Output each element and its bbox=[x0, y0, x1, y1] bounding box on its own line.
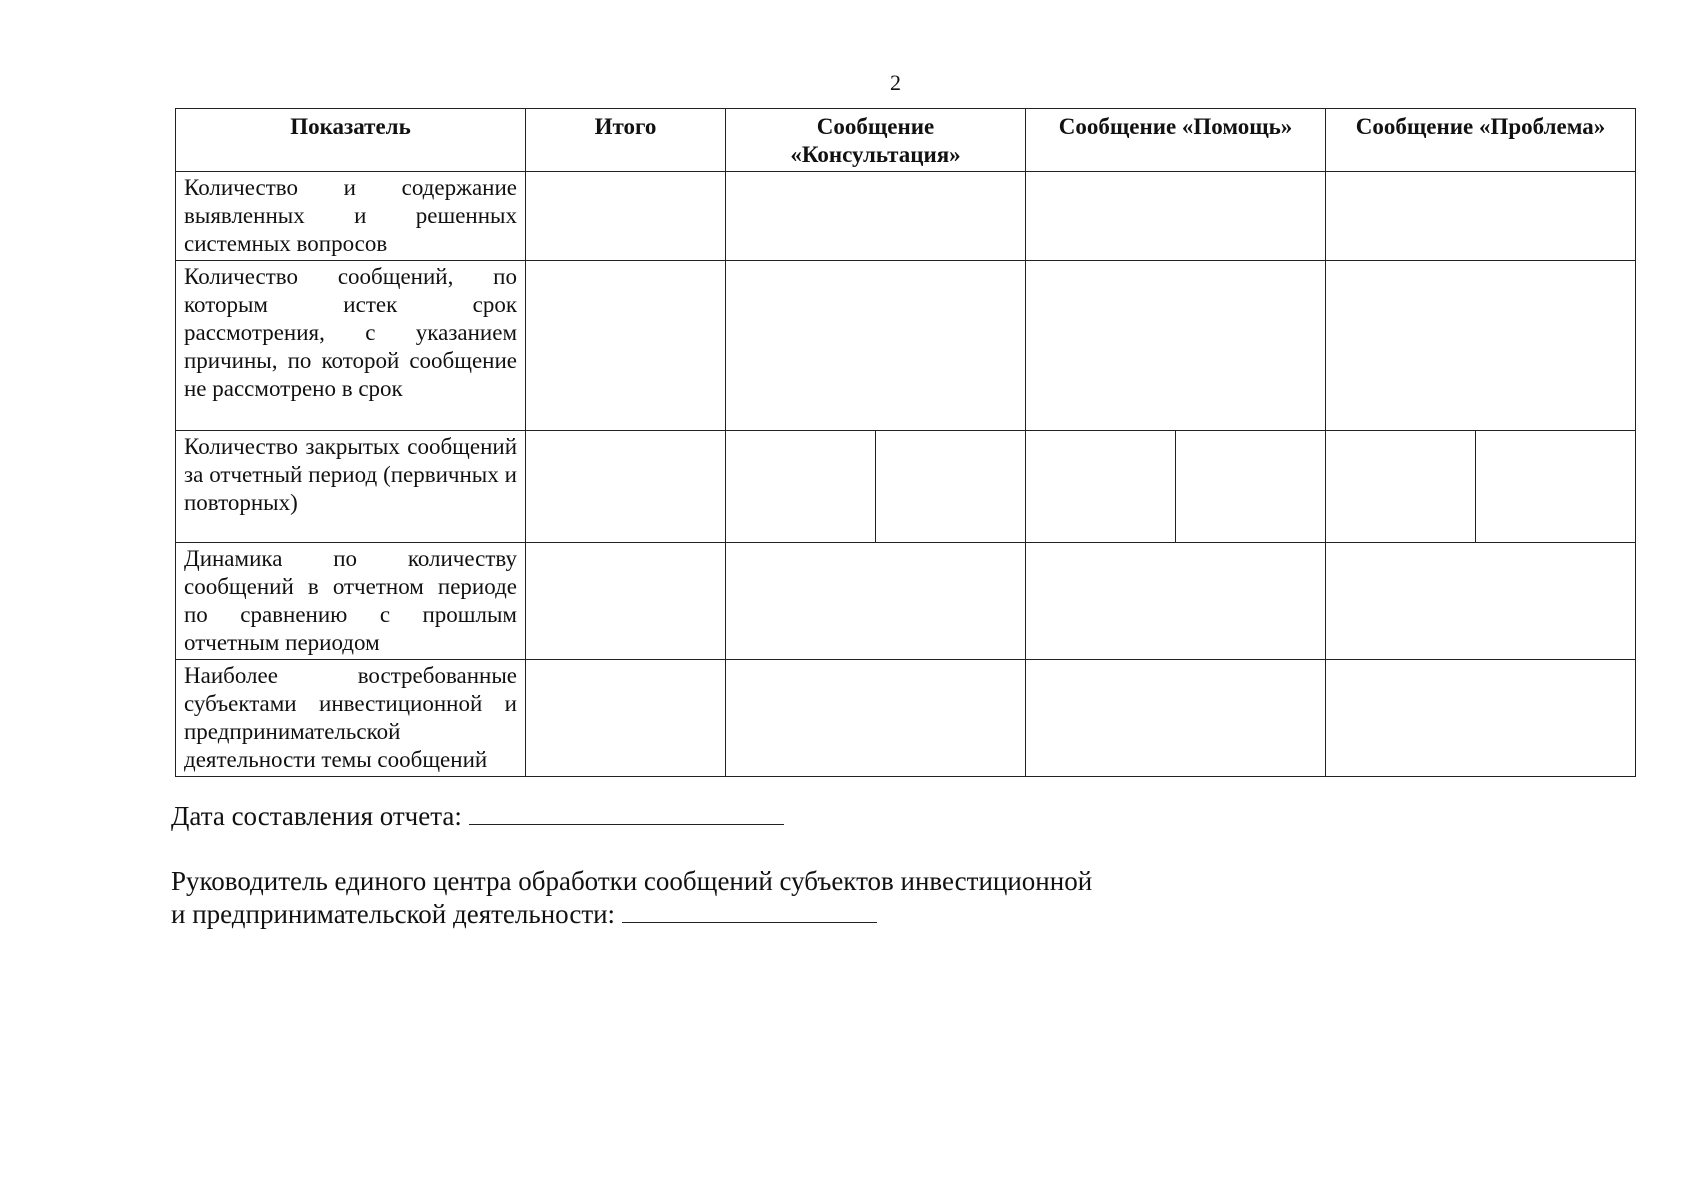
cell-help[interactable] bbox=[1026, 660, 1326, 777]
cell-consultation-primary[interactable] bbox=[726, 431, 876, 543]
row-label: Количество сообщений, по которым истек срок рассмотрения, с указанием причины, по которой сообщение не рассмотрено в срок bbox=[176, 261, 526, 431]
row-label: Количество закрытых сообщений за отчетный период (первичных и повторных) bbox=[176, 431, 526, 543]
table-row bbox=[176, 660, 1636, 777]
cell-help[interactable] bbox=[1026, 261, 1326, 431]
cell-problem[interactable] bbox=[1326, 172, 1636, 261]
cell-total[interactable] bbox=[526, 172, 726, 261]
cell-total[interactable] bbox=[526, 261, 726, 431]
manager-line-2 bbox=[171, 898, 877, 931]
page-number: 2 bbox=[890, 70, 901, 95]
header-total: Итого bbox=[526, 109, 726, 172]
manager-line-1: Руководитель единого центра обработки сообщений субъектов инвестиционной bbox=[171, 866, 1093, 896]
cell-help[interactable] bbox=[1026, 172, 1326, 261]
cell-help[interactable] bbox=[1026, 543, 1326, 660]
table-row bbox=[176, 172, 1636, 261]
report-date-label: Дата составления отчета: bbox=[171, 801, 462, 831]
row-label: Наиболее востребованные субъектами инвестиционной и предпринимательской деятельности темы сообщений bbox=[176, 660, 526, 777]
report-date-blank[interactable] bbox=[469, 802, 784, 825]
cell-problem[interactable] bbox=[1326, 660, 1636, 777]
header-consultation: Сообщение «Консультация» bbox=[726, 109, 1026, 172]
table-row bbox=[176, 261, 1636, 431]
cell-consultation[interactable] bbox=[726, 261, 1026, 431]
table-row bbox=[176, 543, 1636, 660]
report-table bbox=[175, 108, 1636, 777]
row-label: Динамика по количеству сообщений в отчетном периоде по сравнению с прошлым отчетным периодом bbox=[176, 543, 526, 660]
cell-help-repeat[interactable] bbox=[1176, 431, 1326, 543]
table-header-row bbox=[176, 109, 1636, 172]
cell-problem-repeat[interactable] bbox=[1476, 431, 1636, 543]
row-label: Количество и содержание выявленных и решенных системных вопросов bbox=[176, 172, 526, 261]
header-help: Сообщение «Помощь» bbox=[1026, 109, 1326, 172]
manager-signature-blank[interactable] bbox=[622, 900, 877, 923]
cell-help-primary[interactable] bbox=[1026, 431, 1176, 543]
cell-consultation[interactable] bbox=[726, 543, 1026, 660]
cell-consultation[interactable] bbox=[726, 172, 1026, 261]
header-indicator: Показатель bbox=[176, 109, 526, 172]
cell-problem[interactable] bbox=[1326, 543, 1636, 660]
header-problem: Сообщение «Проблема» bbox=[1326, 109, 1636, 172]
cell-consultation[interactable] bbox=[726, 660, 1026, 777]
cell-consultation-repeat[interactable] bbox=[876, 431, 1026, 543]
cell-total[interactable] bbox=[526, 543, 726, 660]
report-date-line bbox=[171, 800, 784, 833]
manager-label: и предпринимательской деятельности: bbox=[171, 899, 616, 929]
cell-problem[interactable] bbox=[1326, 261, 1636, 431]
cell-total[interactable] bbox=[526, 660, 726, 777]
table-row bbox=[176, 431, 1636, 543]
cell-total[interactable] bbox=[526, 431, 726, 543]
cell-problem-primary[interactable] bbox=[1326, 431, 1476, 543]
